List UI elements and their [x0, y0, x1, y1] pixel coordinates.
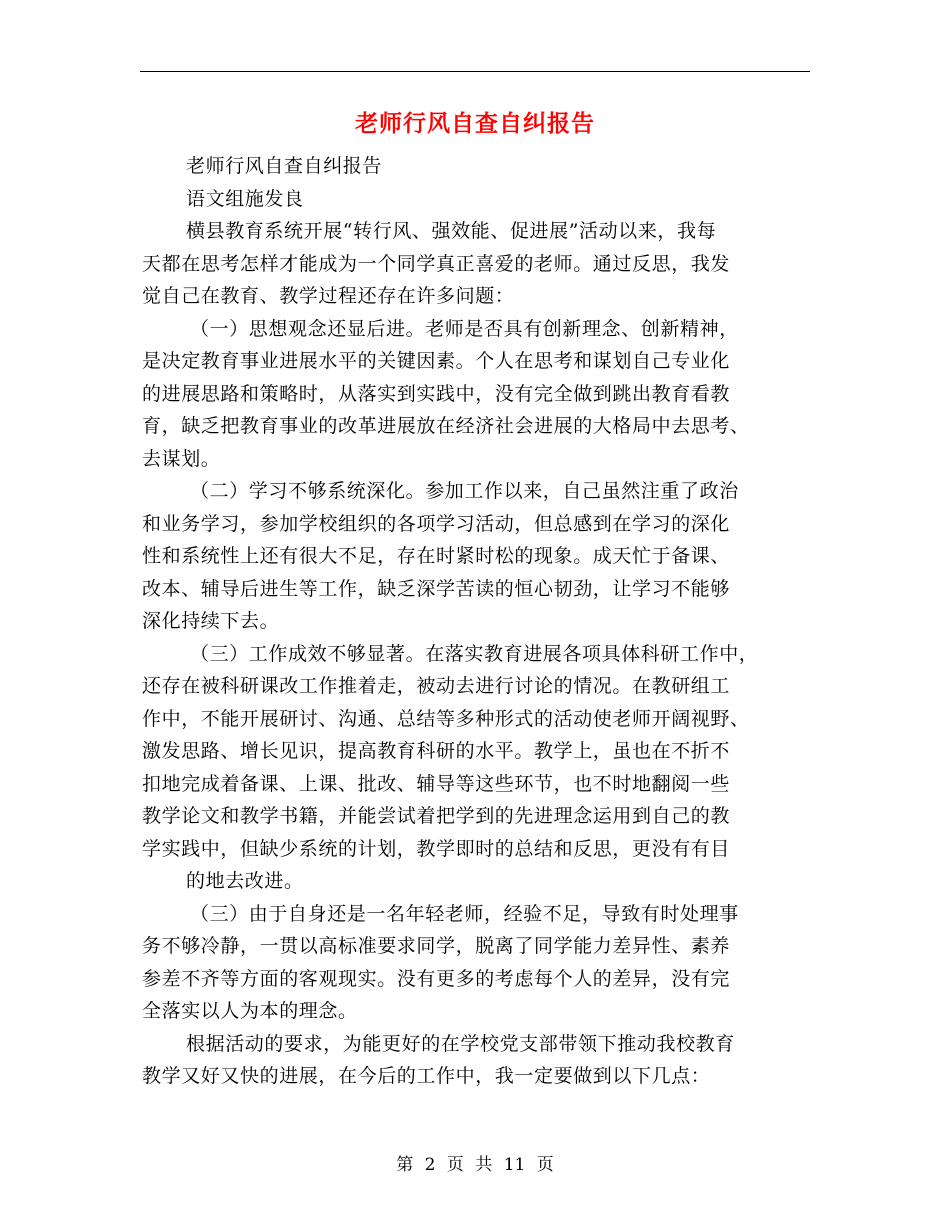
document-body — [142, 150, 814, 1093]
text-line: 性和系统性上还有很大不足，存在时紧时松的现象。成天忙于备课、 — [142, 545, 731, 567]
text-line: （三）由于自身还是一名年轻老师，经验不足，导致有时处理事 — [190, 902, 739, 925]
text-line: （一）思想观念还显后进。老师是否具有创新理念、创新精神， — [190, 317, 739, 340]
header-rule — [140, 71, 810, 72]
text-line: 语文组施发良 — [186, 187, 304, 210]
text-line: 激发思路、增长见识，提高教育科研的水平。教学上，虽也在不折不 — [142, 740, 731, 762]
text-line: 还存在被科研课改工作推着走，被动去进行讨论的情况。在教研组工 — [142, 675, 731, 697]
page-number: 第 2 页 共 11 页 — [396, 1155, 554, 1175]
text-line: 是决定教育事业进展水平的关键因素。个人在思考和谋划自己专业化 — [142, 350, 731, 372]
text-line: 参差不齐等方面的客观现实。没有更多的考虑每个人的差异，没有完 — [142, 967, 731, 990]
text-line: 育，缺乏把教育事业的改革进展放在经济社会进展的大格局中去思考、 — [142, 415, 750, 437]
text-line: 天都在思考怎样才能成为一个同学真正喜爱的老师。通过反思，我发 — [142, 252, 731, 275]
text-line: 学实践中，但缺少系统的计划，教学即时的总结和反思，更没有有目 — [142, 837, 731, 860]
text-line: 扣地完成着备课、上课、批改、辅导等这些环节，也不时地翻阅一些 — [142, 772, 731, 795]
document-title: 老师行风自查自纠报告 — [355, 110, 595, 137]
text-line: （二）学习不够系统深化。参加工作以来，自己虽然注重了政治 — [190, 480, 739, 502]
text-line: 觉自己在教育、教学过程还存在许多问题： — [142, 285, 515, 307]
text-line: 的进展思路和策略时，从落实到实践中，没有完全做到跳出教育看教 — [142, 382, 731, 405]
text-line: 去谋划。 — [142, 447, 221, 470]
text-line: 和业务学习，参加学校组织的各项学习活动，但总感到在学习的深化 — [142, 512, 731, 535]
text-line: 教学论文和教学书籍，并能尝试着把学到的先进理念运用到自己的教 — [142, 805, 731, 827]
text-line: 改本、辅导后进生等工作，缺乏深学苦读的恒心韧劲，让学习不能够 — [142, 577, 731, 600]
text-line: 全落实以人为本的理念。 — [142, 1000, 358, 1022]
text-line: （三）工作成效不够显著。在落实教育进展各项具体科研工作中， — [190, 642, 759, 665]
text-line: 作中，不能开展研讨、沟通、总结等多种形式的活动使老师开阔视野、 — [142, 707, 750, 730]
text-line: 横县教育系统开展“转行风、强效能、促进展”活动以来，我每 — [186, 220, 717, 242]
text-line: 根据活动的要求，为能更好的在学校党支部带领下推动我校教育 — [186, 1032, 735, 1055]
text-line: 教学又好又快的进展，在今后的工作中，我一定要做到以下几点： — [142, 1065, 711, 1087]
text-line: 务不够冷静，一贯以高标准要求同学，脱离了同学能力差异性、素养 — [142, 935, 731, 957]
text-line: 的地去改进。 — [186, 870, 304, 892]
text-line: 深化持续下去。 — [142, 610, 280, 632]
text-line: 老师行风自查自纠报告 — [186, 155, 383, 177]
